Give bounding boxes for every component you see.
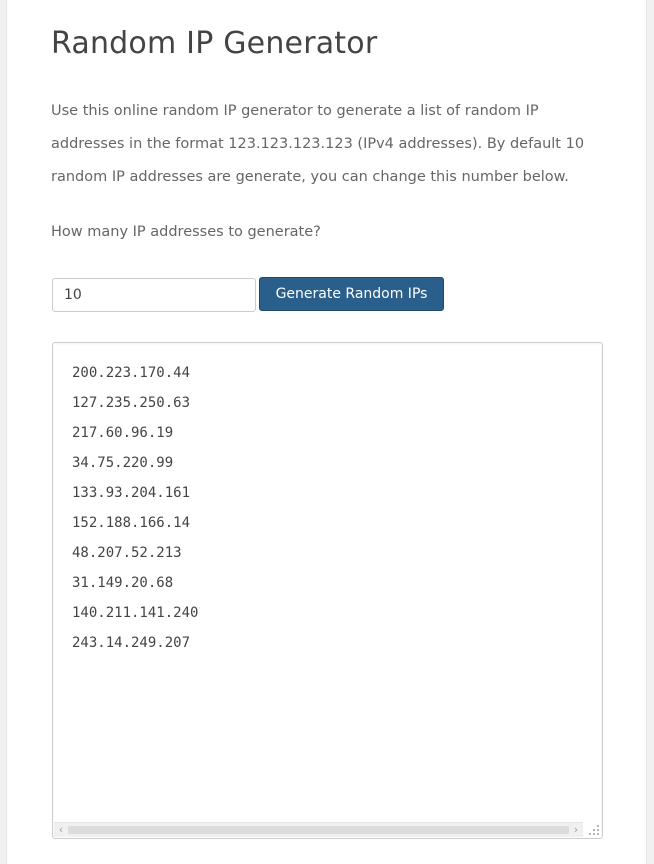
ip-list-item: 48.207.52.213: [72, 545, 182, 561]
ip-list-item: 217.60.96.19: [72, 425, 174, 441]
ip-list-item: 200.223.170.44: [72, 365, 191, 381]
scrollbar-thumb[interactable]: [68, 826, 569, 834]
ip-count-input[interactable]: [52, 278, 256, 312]
ip-list-item: 133.93.204.161: [72, 485, 191, 501]
ip-list-item: 152.188.166.14: [72, 515, 191, 531]
resize-grip-icon[interactable]: [588, 824, 600, 836]
generate-random-ips-button[interactable]: Generate Random IPs: [259, 277, 444, 311]
ip-list-item: 127.235.250.63: [72, 395, 191, 411]
chevron-left-icon[interactable]: ‹: [58, 823, 64, 836]
ip-list-item: 243.14.249.207: [72, 635, 191, 651]
ip-list-item: 140.211.141.240: [72, 605, 199, 621]
intro-text: Use this online random IP generator to generate a list of random IP addresses in the format 123.123.123.123 (IPv4 addresses). By default 10 random IP addresses are generate, you can change this number below.: [51, 103, 585, 185]
ip-list-item: 31.149.20.68: [72, 575, 174, 591]
results-textarea[interactable]: [52, 342, 603, 839]
page-title: Random IP Generator: [51, 26, 378, 61]
horizontal-scrollbar[interactable]: [54, 822, 583, 837]
ip-list: [72, 358, 198, 658]
chevron-right-icon[interactable]: ›: [573, 823, 579, 836]
ip-list-item: 34.75.220.99: [72, 455, 174, 471]
count-question-label: How many IP addresses to generate?: [51, 224, 321, 240]
page-container: [6, 0, 647, 864]
